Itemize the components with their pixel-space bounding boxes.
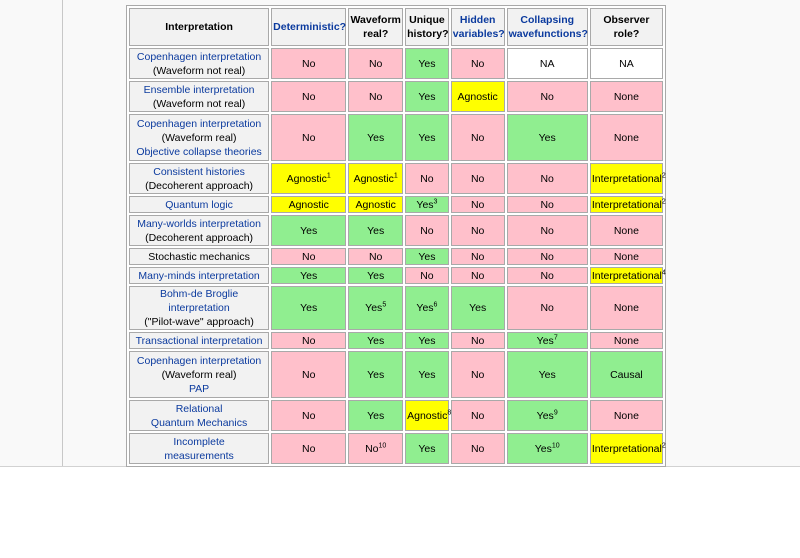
table-row [129, 267, 663, 284]
header-interpretation: Interpretation [129, 8, 269, 46]
cell-value: Yes [418, 368, 436, 381]
table-cell [271, 196, 346, 213]
table-cell [451, 196, 505, 213]
table-cell [348, 433, 403, 464]
row-interpretation-name [129, 400, 269, 431]
interpretation-note: ("Pilot-wave" approach) [144, 316, 254, 328]
table-cell [348, 48, 403, 79]
cell-value: Yes [536, 334, 554, 347]
header-waveform-real: Waveform real? [348, 8, 403, 46]
table-cell [405, 81, 449, 112]
cell-value: Agnostic [286, 172, 327, 185]
table-cell [590, 48, 663, 79]
table-cell [451, 267, 505, 284]
table-cell [405, 267, 449, 284]
footnote-ref[interactable]: 9 [553, 409, 558, 416]
table-cell [590, 286, 663, 330]
cell-value: Yes [536, 409, 554, 422]
table-cell [271, 433, 346, 464]
cell-value: Yes [418, 442, 436, 455]
cell-value: Yes [300, 269, 318, 282]
cell-value: Causal [610, 368, 643, 381]
cell-value: Yes [300, 302, 318, 314]
table-cell [405, 433, 449, 464]
table-cell [348, 114, 403, 161]
cell-value: No [301, 57, 316, 70]
interpretation-link[interactable]: Consistent histories [153, 165, 245, 178]
table-cell [590, 114, 663, 161]
cell-value: None [613, 409, 639, 422]
cell-value: NA [539, 57, 555, 70]
table-row [129, 48, 663, 79]
row-interpretation-name [129, 81, 269, 112]
interpretation-link[interactable]: Many-minds interpretation [138, 269, 260, 282]
cell-value: No [540, 269, 554, 282]
table-cell [271, 81, 346, 112]
table-cell [507, 248, 588, 265]
cell-value: None [613, 224, 639, 237]
table-cell [507, 433, 588, 464]
footnote-ref[interactable]: 10 [378, 442, 387, 449]
footnote-ref[interactable]: 1 [393, 172, 398, 179]
cell-value: Yes [416, 198, 434, 211]
interpretation-link[interactable]: Ensemble interpretation [143, 83, 255, 96]
cell-value: Yes [418, 334, 436, 347]
cell-value: Yes [416, 302, 434, 314]
table-cell [590, 400, 663, 431]
cell-value: No [470, 334, 485, 347]
table-cell [271, 400, 346, 431]
footnote-ref[interactable]: 7 [553, 334, 558, 341]
cell-value: No [470, 198, 485, 211]
interpretation-link[interactable]: Copenhagen interpretation [136, 354, 262, 367]
table-cell [451, 48, 505, 79]
cell-value: Agnostic [457, 90, 498, 103]
table-cell [271, 163, 346, 194]
table-cell [590, 267, 666, 284]
cell-value: Interpretational [591, 172, 662, 185]
cell-value: Agnostic [407, 409, 448, 422]
cell-value: No [540, 90, 554, 103]
cell-value: No [470, 442, 485, 455]
table-cell [405, 215, 449, 246]
interpretation-link[interactable]: measurements [164, 449, 234, 462]
cell-value: No [470, 57, 485, 70]
cell-value: No [420, 269, 434, 282]
table-cell [451, 351, 505, 398]
interpretation-link[interactable]: Objective collapse theories [136, 145, 262, 158]
table-cell [271, 248, 346, 265]
table-cell [348, 286, 403, 330]
table-cell [507, 163, 588, 194]
row-interpretation-name [129, 114, 269, 161]
cell-value: No [470, 250, 485, 263]
footnote-ref[interactable]: 2 [661, 198, 666, 205]
cell-value: None [613, 250, 639, 263]
interpretation-link[interactable]: Quantum logic [165, 198, 233, 211]
cell-value: Agnostic [288, 198, 329, 211]
cell-value: None [613, 302, 639, 314]
table-cell [271, 332, 346, 349]
row-interpretation-name [129, 196, 269, 213]
row-interpretation-name [129, 48, 269, 79]
cell-value: No [470, 172, 485, 185]
footnote-ref[interactable]: 8 [447, 409, 452, 416]
cell-value: No [540, 302, 554, 314]
table-cell [507, 286, 588, 330]
table-cell [405, 48, 449, 79]
cell-value: None [613, 131, 639, 144]
interpretation-link[interactable]: Many-worlds interpretation [137, 217, 261, 230]
cell-value: Yes [367, 409, 385, 422]
interpretation-link[interactable]: Copenhagen interpretation [136, 50, 262, 63]
interpretation-link[interactable]: PAP [188, 382, 210, 395]
table-cell [451, 215, 505, 246]
interpretation-note: (Decoherent approach) [145, 179, 254, 192]
interpretations-comparison-table [126, 5, 666, 467]
interpretation-link[interactable]: Transactional interpretation [135, 334, 263, 347]
cell-value: Yes [534, 442, 552, 455]
table-cell [590, 215, 663, 246]
interpretation-note: (Decoherent approach) [145, 231, 254, 244]
cell-value: No [301, 368, 316, 381]
table-cell [405, 196, 449, 213]
footnote-ref[interactable]: 4 [661, 269, 666, 276]
cell-value: No [365, 442, 379, 455]
table-cell [507, 400, 588, 431]
cell-value: Agnostic [355, 198, 396, 211]
table-cell [590, 433, 666, 464]
table-cell [348, 332, 403, 349]
cell-value: No [540, 172, 554, 185]
cell-value: No [368, 250, 383, 263]
interpretation-note: Stochastic mechanics [148, 250, 250, 263]
table-cell [507, 267, 588, 284]
table-cell [348, 351, 403, 398]
table-cell [590, 332, 663, 349]
interpretation-link[interactable]: Incomplete [173, 435, 225, 448]
cell-value: No [470, 409, 485, 422]
footnote-ref[interactable]: 2 [661, 172, 666, 179]
table-cell [271, 351, 346, 398]
table-cell [271, 215, 346, 246]
table-cell [451, 81, 505, 112]
cell-value: Yes [367, 334, 385, 347]
table-row [129, 81, 663, 112]
table-cell [405, 114, 449, 161]
table-cell [405, 248, 449, 265]
row-interpretation-name [129, 332, 269, 349]
cell-value: Yes [418, 131, 436, 144]
row-interpretation-name [129, 215, 269, 246]
table-cell [507, 351, 588, 398]
header-row [129, 8, 663, 46]
cell-value: Yes [367, 269, 385, 282]
row-interpretation-name [129, 248, 269, 265]
row-interpretation-name [129, 163, 269, 194]
table-cell [590, 351, 663, 398]
header-unique-history: Unique history? [405, 8, 449, 46]
cell-value: No [301, 250, 316, 263]
table-row [129, 215, 663, 246]
table-cell [507, 196, 588, 213]
table-cell [405, 351, 449, 398]
table-cell [451, 433, 505, 464]
table-cell [271, 48, 346, 79]
table-cell [590, 163, 666, 194]
cell-value: Agnostic [353, 172, 394, 185]
cell-value: No [540, 250, 554, 263]
cell-value: Yes [300, 224, 318, 237]
cell-value: No [470, 131, 485, 144]
cell-value: No [301, 334, 316, 347]
cell-value: No [368, 90, 383, 103]
table-cell [348, 163, 403, 194]
cell-value: Yes [367, 224, 385, 237]
cell-value: Yes [538, 368, 556, 381]
cell-value: Yes [469, 302, 487, 314]
interpretation-note: (Waveform not real) [152, 97, 246, 110]
cell-value: No [368, 57, 383, 70]
table-row [129, 332, 663, 349]
table-cell [507, 215, 588, 246]
interpretation-note: (Waveform real) [161, 131, 237, 144]
table-cell [451, 400, 505, 431]
interpretation-link[interactable]: Relational [175, 402, 223, 415]
left-divider [62, 0, 63, 467]
footnote-ref[interactable]: 5 [382, 301, 387, 309]
table-cell [451, 248, 505, 265]
cell-value: Yes [367, 131, 385, 144]
table-cell [348, 400, 403, 431]
table-cell [507, 81, 588, 112]
cell-value: Yes [365, 302, 383, 314]
footnote-ref[interactable]: 2 [661, 442, 666, 449]
table-cell [405, 163, 449, 194]
table-cell [405, 332, 449, 349]
table-cell [271, 267, 346, 284]
table-row [129, 400, 663, 431]
table-cell [271, 114, 346, 161]
table-cell [590, 248, 663, 265]
table-cell [590, 196, 666, 213]
cell-value: No [301, 442, 316, 455]
cell-value: Interpretational [591, 442, 662, 455]
table-cell [348, 81, 403, 112]
row-interpretation-name [129, 351, 269, 398]
table-cell [348, 267, 403, 284]
table-cell [507, 114, 588, 161]
table-row [129, 163, 663, 194]
interpretation-link[interactable]: Bohm-de Broglie interpretation [159, 288, 239, 314]
row-interpretation-name [129, 286, 269, 330]
header-observer-role: Observer role? [590, 8, 663, 46]
cell-value: No [470, 224, 485, 237]
cell-value: Yes [418, 57, 436, 70]
cell-value: No [301, 90, 316, 103]
table-cell [405, 286, 449, 330]
table-cell [451, 114, 505, 161]
row-interpretation-name [129, 433, 269, 464]
table-cell [348, 215, 403, 246]
table-cell [451, 332, 505, 349]
cell-value: No [470, 269, 485, 282]
table-cell [348, 196, 403, 213]
interpretation-note: (Waveform real) [161, 368, 237, 381]
footnote-ref[interactable]: 6 [433, 301, 438, 309]
table-cell [451, 163, 505, 194]
table-row [129, 114, 663, 161]
cell-value: Yes [367, 368, 385, 381]
table-row [129, 196, 663, 213]
cell-value: Yes [418, 90, 436, 103]
cell-value: NA [619, 57, 634, 70]
cell-value: Yes [538, 131, 556, 144]
header-hidden-variables[interactable]: Hidden variables? [451, 8, 505, 46]
table-row [129, 286, 663, 330]
table-cell [271, 286, 346, 330]
table-cell [507, 332, 588, 349]
cell-value: None [613, 334, 639, 347]
table-cell [405, 400, 452, 431]
cell-value: Interpretational [591, 198, 662, 211]
header-collapsing-wavefunctions[interactable]: Collapsing wavefunctions? [507, 8, 588, 46]
cell-value: Yes [418, 250, 436, 263]
table-cell [507, 48, 588, 79]
table-cell [348, 248, 403, 265]
cell-value: No [301, 131, 316, 144]
table-row [129, 248, 663, 265]
cell-value: No [540, 224, 554, 237]
interpretation-link[interactable]: Quantum Mechanics [150, 416, 248, 429]
interpretation-link[interactable]: Copenhagen interpretation [136, 117, 262, 130]
cell-value: None [613, 90, 639, 103]
row-interpretation-name [129, 267, 269, 284]
footnote-ref[interactable]: 1 [326, 172, 331, 179]
table-cell [451, 286, 505, 330]
cell-value: No [420, 224, 434, 237]
interpretation-note: (Waveform not real) [152, 64, 246, 77]
cell-value: No [301, 409, 316, 422]
cell-value: No [470, 368, 485, 381]
cell-value: Interpretational [591, 269, 662, 282]
cell-value: No [540, 198, 554, 211]
cell-value: No [420, 172, 434, 185]
table-cell [590, 81, 663, 112]
table-row [129, 433, 663, 464]
header-deterministic[interactable]: Deterministic? [271, 8, 346, 46]
footnote-ref[interactable]: 3 [433, 198, 438, 205]
table-row [129, 351, 663, 398]
footnote-ref[interactable]: 10 [551, 442, 560, 449]
